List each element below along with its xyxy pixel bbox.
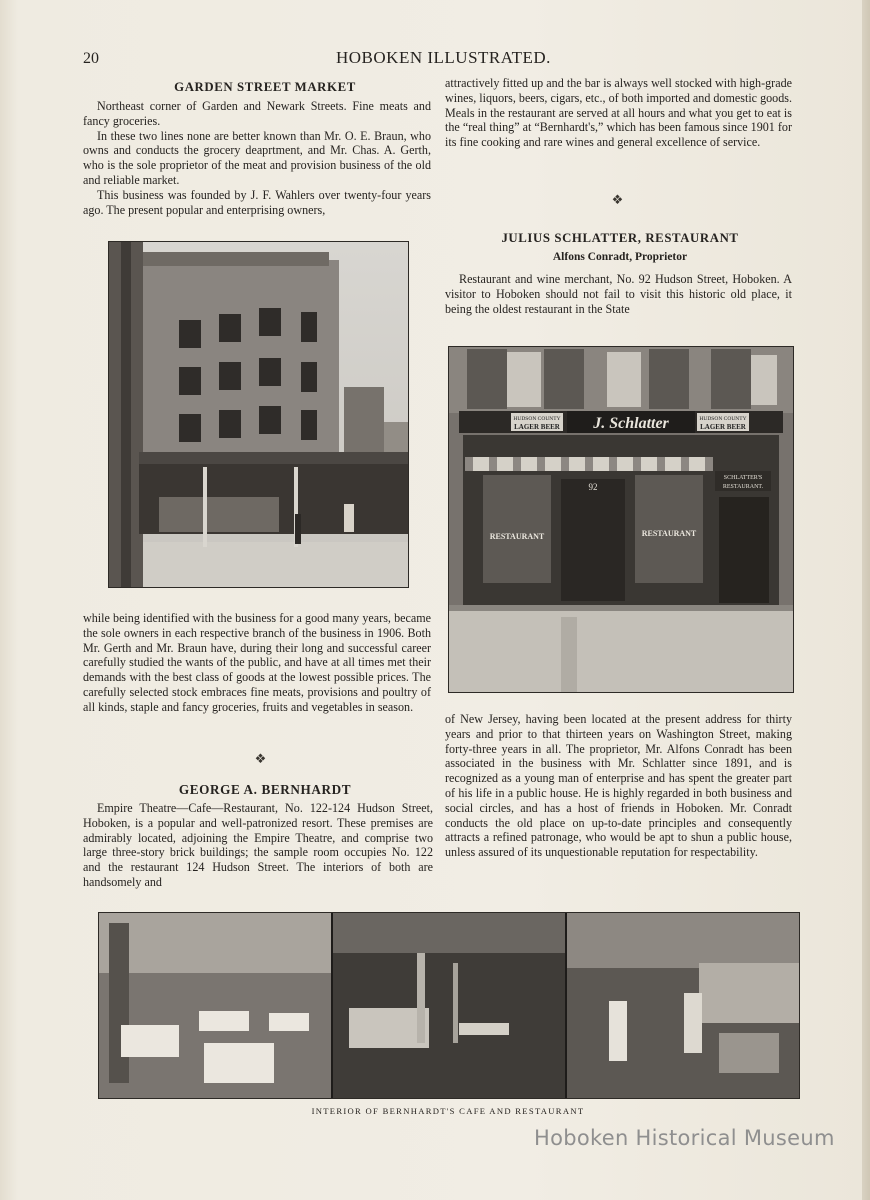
- right-sign-beer: LAGER BEER: [700, 423, 746, 431]
- left-sign-beer: LAGER BEER: [514, 423, 560, 431]
- garden-paragraph-1: Northeast corner of Garden and Newark Streets. Fine meats and fancy groceries.: [83, 99, 431, 128]
- page-number: 20: [83, 50, 99, 67]
- garden-heading: GARDEN STREET MARKET: [174, 80, 356, 94]
- garden-paragraph-3: This business was founded by J. F. Wahlers over twenty-four years ago. The present popular and enterprising owners,: [83, 187, 431, 217]
- garden-paragraph-4: while being identified with the business for a good many years, became the sole owners in each respective branch of the business in 1906. Both Mr. Gerth and Mr. Braun have, during their long and successful career carefully studied the wants of the public, and have at all times met their demands with the best class of goods at the lowest possible prices. The carefully selected stock embraces fine meats, provisions and poultry of all kinds, staple and fancy groceries, fruits and vegetables in season.: [83, 611, 431, 714]
- schlatter-subheading: Alfons Conradt, Proprietor: [552, 251, 688, 263]
- diamond-ornament-icon: ❖: [611, 192, 624, 207]
- door-number: 92: [588, 482, 598, 492]
- schlatter-paragraph-1: Restaurant and wine merchant, No. 92 Hudson Street, Hoboken. A visitor to Hoboken should not fail to visit this historic old place, it being the oldest restaurant in the State: [445, 272, 792, 316]
- garden-text-top: [83, 99, 431, 217]
- diamond-ornament-icon: ❖: [254, 751, 267, 766]
- museum-watermark: Hoboken Historical Museum: [534, 1126, 835, 1150]
- schlatter-paragraph-2: of New Jersey, having been located at the present address for thirty years and prior to that thirteen years on Washington Street, making forty-three years in all. The proprietor, Mr. Alfons Conradt has been associated in the business with Mr. Schlatter since 1891, and is recognized as a young man of enterprise and has spent the greater part of his life in a public house. He is highly regarded in both business and social circles, and has a host of friends in Hoboken. Mr. Conradt conducts the old place on up-to-date principles and consequently attracts a refined patronage, who would be apt to shun a public house, unless assured of its unquestionable reputation for respectability.: [445, 712, 792, 860]
- garden-market-photo: [108, 241, 409, 588]
- running-title: HOBOKEN ILLUSTRATED.: [336, 48, 551, 67]
- schlatter-text-top: [445, 272, 792, 316]
- window-left-lettering: RESTAURANT: [489, 532, 545, 541]
- garden-paragraph-2: In these two lines none are better known than Mr. O. E. Braun, who owns and conducts the grocery deaprtment, and Mr. Chas. A. Gerth, who is the sole proprietor of the meat and provision business of the old and reliable market.: [83, 128, 431, 187]
- bernhardt-text-right: [445, 76, 792, 150]
- schlatter-text-bottom: [445, 712, 792, 860]
- bernhardt-paragraph-1: Empire Theatre—Cafe—Restaurant, No. 122-124 Hudson Street, Hoboken, is a popular and well-patronized resort. These premises are admirably located, adjoining the Empire Theatre, and comprise two large three-story brick buildings; the sample room occupies No. 122 and the restaurant 124 Hudson Street. The interiors of both are handsomely and: [83, 801, 433, 889]
- schlatter-storefront-photo: [448, 346, 794, 693]
- right-sign-small: HUDSON COUNTY: [699, 416, 747, 422]
- interior-photo-caption: INTERIOR OF BERNHARDT'S CAFE AND RESTAURANT: [311, 1106, 585, 1116]
- storefront-main-sign: J. Schlatter: [593, 415, 669, 432]
- page-spine-edge: [862, 0, 870, 1200]
- bernhardt-text-left: [83, 801, 433, 890]
- schlatter-heading: JULIUS SCHLATTER, RESTAURANT: [501, 231, 739, 245]
- left-sign-small: HUDSON COUNTY: [513, 416, 561, 422]
- side-sign-line-1: SCHLATTER'S: [723, 475, 763, 481]
- bernhardt-paragraph-2: attractively fitted up and the bar is always well stocked with high-grade wines, liquors, beers, cigars, etc., of both imported and domestic goods. Meals in the restaurant are served at all hours and what you get to eat is the “real thing” at “Bernhardt's,” which has been famous since 1901 for its fine cooking and rare wines and general excellence of service.: [445, 76, 792, 150]
- garden-text-bottom: [83, 611, 431, 715]
- side-sign-line-2: RESTAURANT.: [722, 484, 764, 490]
- window-right-lettering: RESTAURANT: [641, 529, 697, 538]
- bernhardt-interior-photo: [98, 912, 800, 1099]
- bernhardt-heading: GEORGE A. BERNHARDT: [178, 782, 352, 797]
